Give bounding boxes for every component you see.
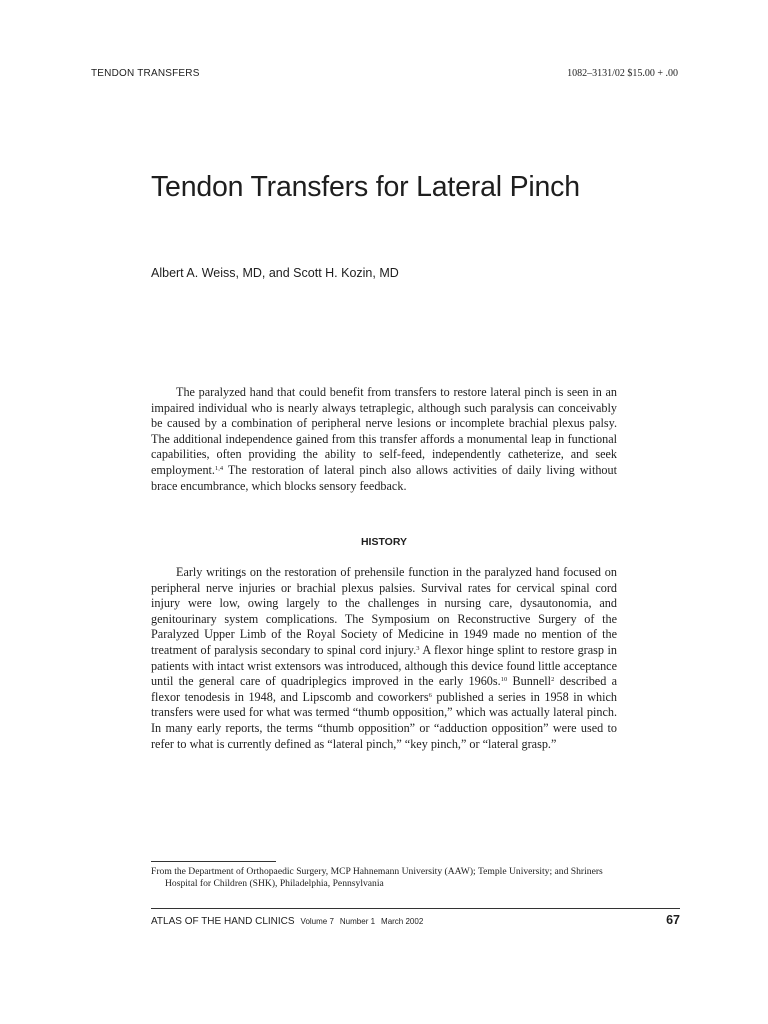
article-title: Tendon Transfers for Lateral Pinch — [151, 171, 580, 203]
affiliation-footnote: From the Department of Orthopaedic Surgery, MCP Hahnemann University (AAW); Temple University; and Shriners Hospital for Children (SHK), Philadelphia, Pennsylvania — [151, 866, 603, 889]
page-number: 67 — [666, 913, 680, 927]
citation-ref: 6 — [428, 691, 432, 699]
intro-text-2: The restoration of lateral pinch also allows activities of daily living without brace encumbrance, which blocks sensory feedback. — [151, 462, 617, 493]
issn-price-line: 1082–3131/02 $15.00 + .00 — [567, 68, 678, 79]
journal-date: March 2002 — [381, 917, 424, 926]
footer-divider — [151, 908, 680, 909]
citation-ref: 1,4 — [214, 464, 224, 472]
journal-volume: Volume 7 — [300, 917, 334, 926]
citation-ref: 2 — [551, 676, 555, 684]
journal-footer — [151, 916, 423, 927]
history-text-1: Early writings on the restoration of prehensile function in the paralyzed hand focused on peripheral nerve injuries or brachial plexus palsies. Survival rates for cervical spinal cord injury were low, owing largely to the challenges in nursing care, dysautonomia, and genitourinary system complications. The Symposium on Reconstructive Surgery of the Paralyzed Upper Limb of the Royal Society of Medicine in 1949 made no mention of the treatment of paralysis secondary to spinal cord injury. — [151, 565, 617, 657]
citation-ref: 10 — [500, 676, 508, 684]
journal-number: Number 1 — [339, 917, 376, 926]
intro-text-1: The paralyzed hand that could benefit from transfers to restore lateral pinch is seen in an impaired individual who is nearly always tetraplegic, although such paralysis can conceivably be caused by a combination of peripheral nerve lesions or incomplete brachial plexus palsy. The additional independence gained from this transfer affords a monumental leap in functional capabilities, often providing the ability to self-feed, independently catheterize, and seek employment. — [151, 385, 617, 477]
footnote-divider — [151, 861, 276, 862]
journal-name: ATLAS OF THE HAND CLINICS — [151, 916, 295, 927]
history-text-4: described a flexor tenodesis in 1948, and Lipscomb and coworkers — [151, 674, 618, 704]
running-title: TENDON TRANSFERS — [91, 68, 200, 79]
history-text-5: published a series in 1958 in which transfers were used for what was termed “thumb opposition,” which was actually lateral pinch. In many early reports, the terms “thumb opposition” or “adduction opposition” were used to refer to what is currently defined as “lateral pinch,” “key pinch,” or “lateral grasp.” — [151, 689, 618, 751]
history-paragraph — [151, 565, 617, 752]
history-text-2: A flexor hinge splint to restore grasp in patients with intact wrist extensors was introduced, although this device found little acceptance until the general care of quadriplegics improved in the early 1960s. — [151, 642, 617, 689]
citation-ref: 3 — [416, 644, 420, 652]
intro-paragraph — [151, 385, 617, 494]
history-text-3: Bunnell — [507, 674, 552, 689]
section-heading-history: HISTORY — [360, 536, 408, 548]
article-authors: Albert A. Weiss, MD, and Scott H. Kozin, MD — [151, 266, 399, 280]
